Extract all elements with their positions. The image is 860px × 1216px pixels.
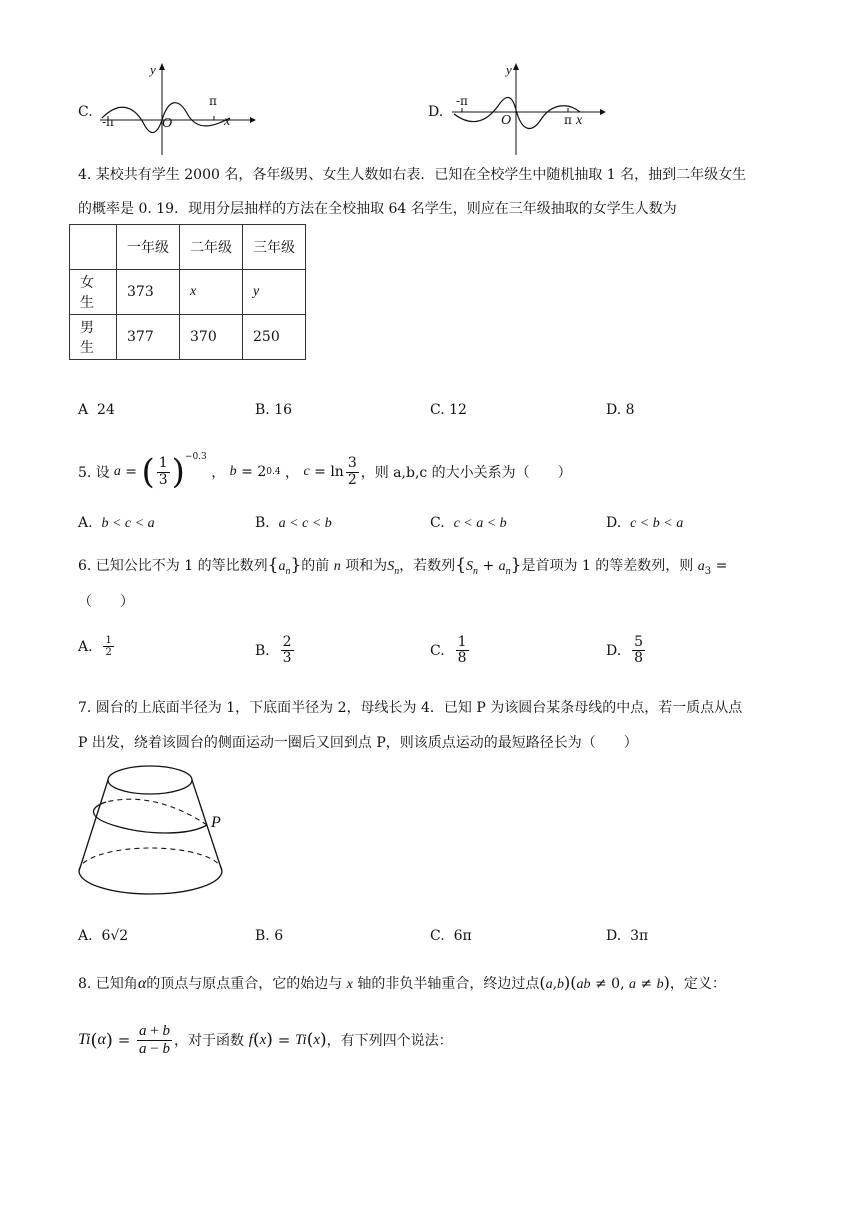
q5-a-den: 3	[158, 471, 168, 488]
table-row	[70, 270, 306, 315]
q5-option-b	[255, 515, 332, 532]
q7-option-c	[430, 928, 472, 944]
table-cell: 三年级	[243, 225, 306, 270]
q6-line-1: 6. 已知公比不为 1 的等比数列$\{a_n\}$的前 n 项和为$S_n$，若数列$\{S_n + a_n\}$是首项为 1 的等差数列，则 $a_3$ =	[78, 555, 728, 577]
option-label: B.	[255, 515, 270, 531]
grade-table	[69, 224, 306, 360]
option-den: 8	[634, 650, 644, 667]
x-axis-label: x	[576, 113, 583, 128]
q8-line-1: 8. 已知角α的顶点与原点重合，它的始边与 x 轴的非负半轴重合，终边过点(a,b)(ab ≠ 0, a ≠ b)，定义：	[78, 973, 726, 992]
q7-line-2: P 出发，绕着该圆台的侧面运动一圈后又回到点 P，则该质点运动的最短路径长为（ ）	[78, 735, 638, 751]
q8-text: ，有下列四个说法：	[326, 1033, 453, 1049]
option-text: 3π	[630, 928, 649, 944]
table-row	[70, 315, 306, 360]
option-text: 24	[97, 402, 115, 418]
q5-c-den: 2	[347, 471, 357, 488]
option-label: D.	[428, 104, 444, 120]
q8-text: 的顶点与原点重合，它的始边与	[146, 976, 343, 992]
table-cell: 女生	[70, 270, 117, 315]
q6-line-2: （ ）	[78, 594, 134, 610]
q5-prefix: 5. 设	[78, 465, 110, 481]
q6-text: 项和为	[345, 558, 388, 574]
option-text: c < b < a	[630, 516, 684, 531]
table-cell: 250	[243, 315, 306, 360]
option-text: 12	[449, 402, 467, 418]
q6-text: ，若数列	[399, 558, 456, 574]
table-cell: 373	[117, 270, 180, 315]
graph-d	[450, 60, 630, 155]
q5-a-exp: −0.3	[184, 452, 207, 462]
q5-suffix: ，则 a,b,c 的大小关系为（ ）	[360, 465, 572, 481]
option-num: 1	[105, 635, 112, 646]
origin-label: O	[501, 113, 512, 128]
option-text: 16	[274, 402, 293, 418]
option-text: b < c < a	[101, 516, 155, 531]
frustum-figure	[76, 758, 246, 908]
q6-text: 的前	[301, 558, 330, 574]
q4-option-a	[78, 402, 115, 418]
neg-pi-label: -π	[102, 115, 114, 129]
q6-text: 是首项为 1 的等差数列，则	[521, 558, 694, 574]
option-label: A.	[78, 638, 93, 655]
q5-option-a	[78, 515, 155, 532]
q5-b-base: 2	[257, 464, 267, 480]
option-text: 6π	[453, 928, 472, 944]
q8-text: ，定义：	[669, 976, 726, 992]
option-label: A.	[78, 928, 93, 944]
option-label: D.	[606, 402, 622, 418]
q5-stem: 5. 设 a = ( $\frac{1}{3}$ ) −0.3 ， b = 2 0.4 ， c = ln $\frac{3}{2}$ ，则 a,b,c 的大小关系为（ ）	[78, 452, 572, 492]
option-text: 8	[625, 402, 635, 418]
point-p-label: P	[211, 814, 221, 831]
q6-text: 6. 已知公比不为 1 的等比数列	[78, 558, 268, 574]
pi-label: π	[564, 113, 572, 127]
table-cell: 370	[180, 315, 243, 360]
q7-option-a	[78, 928, 128, 944]
option-label: B.	[255, 402, 270, 418]
q5-option-d	[606, 515, 683, 532]
table-cell: 二年级	[180, 225, 243, 270]
graph-c	[100, 60, 280, 155]
option-label: C.	[430, 928, 445, 944]
origin-label: O	[162, 116, 173, 131]
option-text: a < c < b	[278, 516, 332, 531]
q5-b-exp: 0.4	[266, 467, 281, 477]
table-cell: 男生	[70, 315, 117, 360]
q6-option-a	[78, 635, 116, 658]
option-text: 6	[274, 928, 284, 944]
option-label: D.	[606, 642, 622, 659]
option-num: 2	[282, 634, 292, 650]
q8-line-2: Ti ( α ) = $\frac{a + b}{a - b}$ ，对于函数 f ( x ) = Ti ( x ) ，有下列四个说法：	[78, 1023, 453, 1057]
option-text: c < a < b	[453, 516, 507, 531]
q4-line-1: 4. 某校共有学生 2000 名，各年级男、女生人数如右表．已知在全校学生中随机抽取 1 名，抽到二年级女生	[78, 167, 747, 183]
option-num: 5	[634, 634, 644, 650]
option-label: A.	[78, 515, 93, 531]
x-axis-label: x	[224, 114, 231, 129]
q7-line-1: 7. 圆台的上底面半径为 1，下底面半径为 2，母线长为 4．已知 P 为该圆台某条母线的中点，若一质点从点	[78, 700, 743, 716]
q7-option-b	[255, 928, 283, 944]
q7-option-d	[606, 928, 648, 944]
q4-option-b	[255, 402, 292, 418]
q6-option-b	[255, 635, 296, 667]
q5-a-num: 1	[158, 455, 168, 472]
q4-option-d	[606, 402, 635, 418]
option-label: B.	[255, 928, 270, 944]
q5-option-c	[430, 515, 507, 532]
pi-label: π	[209, 94, 217, 108]
table-cell: 377	[117, 315, 180, 360]
option-label: C.	[430, 402, 445, 418]
table-row	[70, 225, 306, 270]
option-label: C.	[430, 642, 445, 659]
q8-text: 轴的非负半轴重合，终边过点	[357, 976, 540, 992]
option-den: 8	[457, 650, 467, 667]
q4-line-2: 的概率是 0. 19．现用分层抽样的方法在全校抽取 64 名学生，则应在三年级抽取的女学生人数为	[78, 201, 677, 217]
option-label: D.	[606, 928, 622, 944]
option-label: A	[78, 402, 89, 418]
q6-option-d	[606, 635, 647, 667]
option-label: C.	[430, 515, 445, 531]
option-label: D.	[606, 515, 622, 531]
q6-option-c	[430, 635, 471, 667]
q5-c-num: 3	[347, 455, 357, 472]
neg-pi-label: -π	[456, 94, 468, 108]
y-axis-label: y	[506, 62, 512, 77]
q8-text: 8. 已知角	[78, 976, 138, 992]
q8-text: ，对于函数	[174, 1033, 245, 1049]
q4-option-c	[430, 402, 467, 418]
option-den: 3	[282, 650, 292, 667]
y-axis-label: y	[150, 62, 156, 77]
option-den: 2	[105, 647, 112, 658]
option-label: B.	[255, 642, 270, 659]
option-label: C.	[78, 104, 93, 120]
option-text: 6√2	[101, 928, 129, 944]
table-cell: 一年级	[117, 225, 180, 270]
table-cell: x	[180, 270, 243, 315]
table-cell	[70, 225, 117, 270]
q3-option-d	[428, 60, 628, 155]
table-cell: y	[243, 270, 306, 315]
option-num: 1	[457, 634, 467, 650]
q3-option-c	[78, 60, 278, 155]
